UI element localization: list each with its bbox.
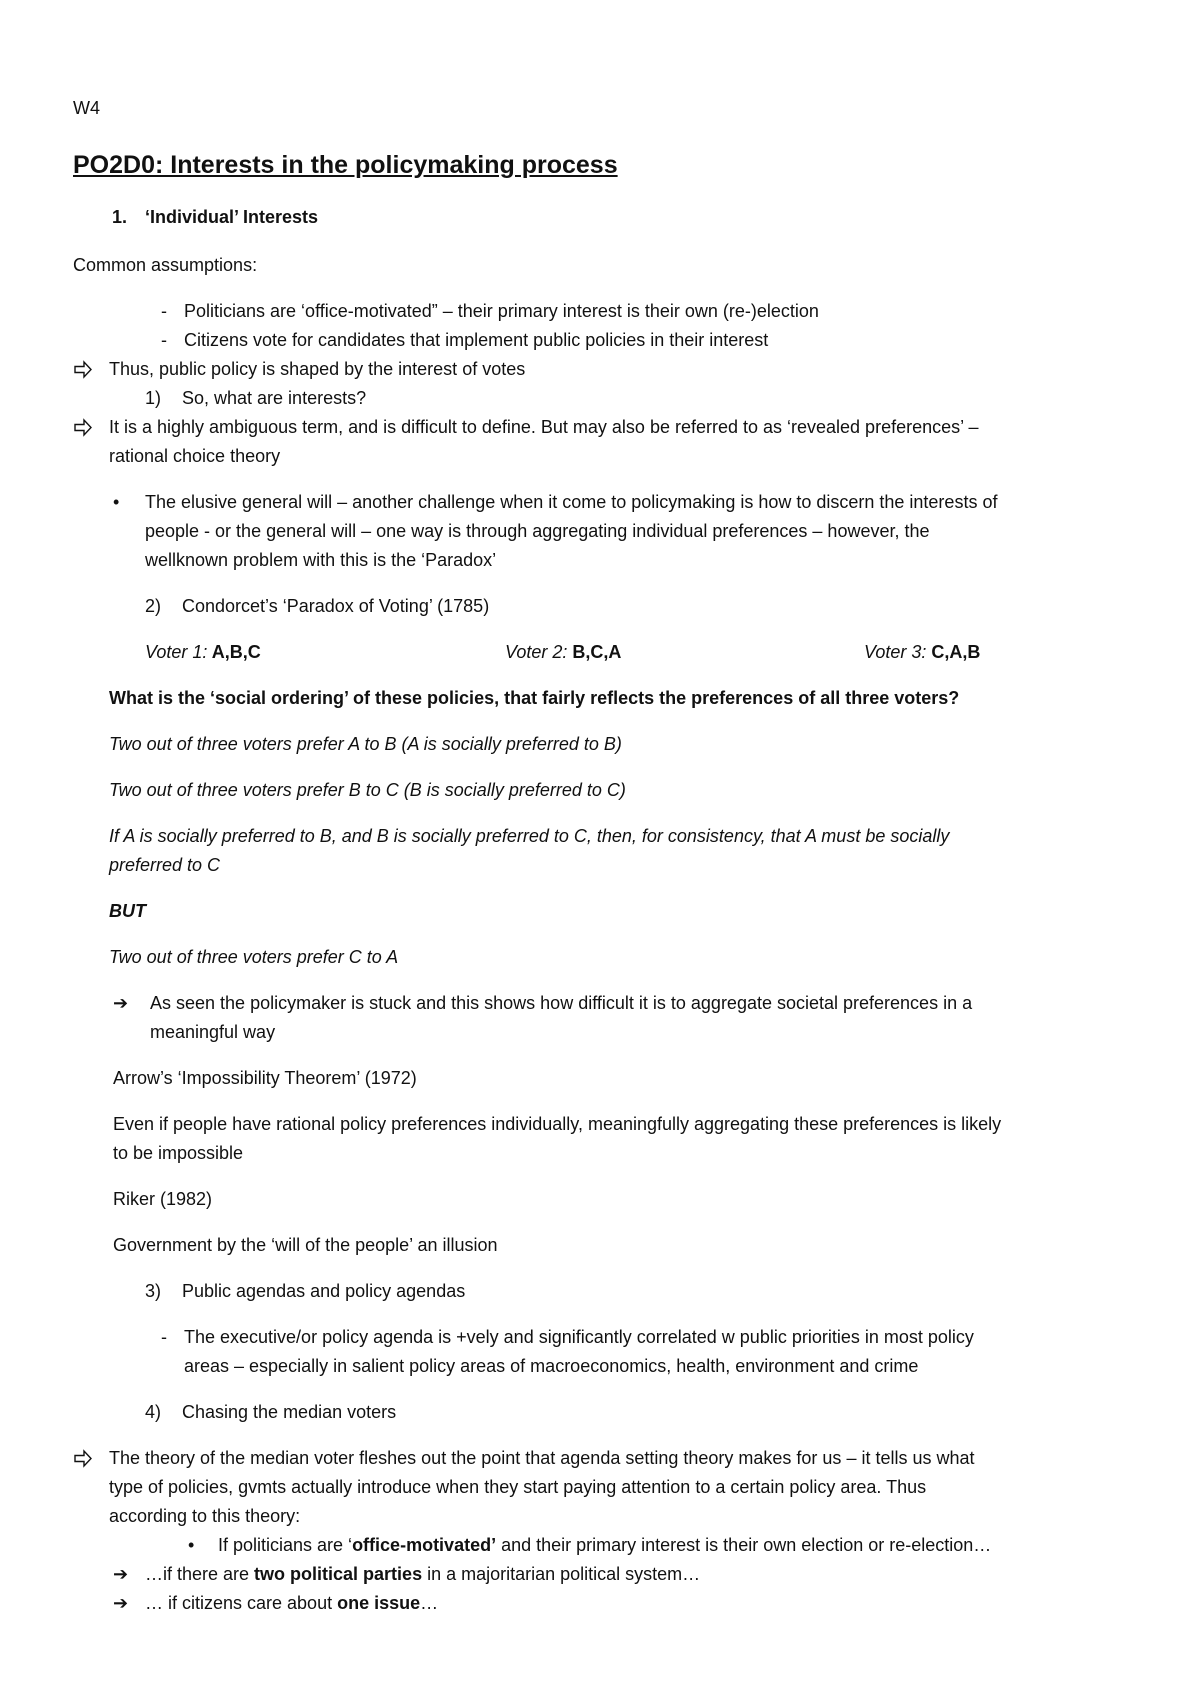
outline-arrow-icon — [73, 413, 93, 442]
section-heading: ‘Individual’ Interests — [145, 207, 319, 227]
text-run: in a majoritarian political system… — [422, 1564, 701, 1584]
page-title: PO2D0: Interests in the policymaking process — [73, 151, 618, 179]
list-number: 2) — [145, 596, 162, 616]
paragraph-line: As seen the policymaker is stuck and this shows how difficult it is to aggregate societal preferences in a — [150, 993, 973, 1013]
list-item — [218, 1531, 991, 1560]
dash-marker: - — [161, 330, 167, 350]
solid-arrow-icon: ➔ — [113, 1593, 129, 1613]
paragraph: Common assumptions: — [73, 255, 258, 275]
paragraph-line: Even if people have rational policy preferences individually, meaningfully aggregating these preferences is likely — [113, 1114, 1002, 1134]
voter-1-label: Voter 1: — [145, 642, 208, 662]
bullet-marker: • — [188, 1535, 195, 1555]
text-run: … — [420, 1593, 439, 1613]
list-item: Thus, public policy is shaped by the interest of votes — [109, 359, 526, 379]
italic-line: Two out of three voters prefer A to B (A is socially preferred to B) — [109, 734, 622, 754]
list-item: So, what are interests? — [182, 388, 367, 408]
italic-line: If A is socially preferred to B, and B is socially preferred to C, then, for consistency, that A must be socially — [109, 826, 950, 846]
dash-marker: - — [161, 301, 167, 321]
question: What is the ‘social ordering’ of these policies, that fairly reflects the preferences of all three voters? — [109, 688, 960, 708]
sub-heading: Riker (1982) — [113, 1189, 213, 1209]
text-run: If politicians are ‘ — [218, 1535, 353, 1555]
text-run: and their primary interest is their own election or re-election… — [496, 1535, 992, 1555]
list-number: 3) — [145, 1281, 162, 1301]
list-item: Citizens vote for candidates that implement public policies in their interest — [184, 330, 769, 350]
dash-marker: - — [161, 1327, 167, 1347]
sub-heading: Condorcet’s ‘Paradox of Voting’ (1785) — [182, 596, 490, 616]
paragraph-line: The elusive general will – another challenge when it come to policymaking is how to discern the interests of — [145, 492, 998, 512]
bold-run: office-motivated’ — [352, 1535, 497, 1555]
paragraph-line: according to this theory: — [109, 1506, 301, 1526]
voter-3-value: C,A,B — [926, 642, 981, 662]
paragraph-line: It is a highly ambiguous term, and is difficult to define. But may also be referred to as ‘revealed preferences’ – — [109, 417, 979, 437]
bullet-marker: • — [113, 492, 120, 512]
list-item — [145, 1560, 700, 1589]
voter-2-label: Voter 2: — [505, 642, 568, 662]
voter-3 — [864, 638, 980, 667]
list-number: 1) — [145, 388, 162, 408]
sub-heading: Chasing the median voters — [182, 1402, 397, 1422]
voter-3-label: Voter 3: — [864, 642, 927, 662]
paragraph-line: The theory of the median voter fleshes out the point that agenda setting theory makes for us – it tells us what — [109, 1448, 975, 1468]
list-number: 4) — [145, 1402, 162, 1422]
sub-heading: Arrow’s ‘Impossibility Theorem’ (1972) — [113, 1068, 417, 1088]
solid-arrow-icon: ➔ — [113, 993, 129, 1013]
voter-2 — [505, 638, 621, 667]
italic-line: Two out of three voters prefer C to A — [109, 947, 399, 967]
outline-arrow-icon — [73, 1444, 93, 1473]
outline-arrow-icon — [73, 355, 93, 384]
italic-line: preferred to C — [109, 855, 221, 875]
section-number: 1. — [112, 207, 128, 227]
but-label: BUT — [109, 901, 146, 921]
list-item — [145, 1589, 438, 1618]
paragraph-line: type of policies, gvmts actually introduce when they start paying attention to a certain policy area. Thus — [109, 1477, 927, 1497]
bold-run: one issue — [337, 1593, 421, 1613]
paragraph-line: wellknown problem with this is the ‘Paradox’ — [145, 550, 497, 570]
solid-arrow-icon: ➔ — [113, 1564, 129, 1584]
text-run: …if there are — [145, 1564, 255, 1584]
sub-heading: Public agendas and policy agendas — [182, 1281, 466, 1301]
text-run: … if citizens care about — [145, 1593, 338, 1613]
paragraph-line: areas – especially in salient policy areas of macroeconomics, health, environment and crime — [184, 1356, 919, 1376]
voter-1-value: A,B,C — [207, 642, 261, 662]
voter-1 — [145, 638, 261, 667]
bold-run: two political parties — [254, 1564, 423, 1584]
paragraph-line: The executive/or policy agenda is +vely and significantly correlated w public priorities in most policy — [184, 1327, 974, 1347]
voter-2-value: B,C,A — [567, 642, 622, 662]
paragraph-line: meaningful way — [150, 1022, 276, 1042]
paragraph-line: Government by the ‘will of the people’ an illusion — [113, 1235, 498, 1255]
paragraph-line: people - or the general will – one way is through aggregating individual preferences – however, the — [145, 521, 930, 541]
paragraph-line: rational choice theory — [109, 446, 281, 466]
week-tag: W4 — [73, 98, 100, 118]
italic-line: Two out of three voters prefer B to C (B is socially preferred to C) — [109, 780, 626, 800]
paragraph-line: to be impossible — [113, 1143, 244, 1163]
list-item: Politicians are ‘office-motivated” – their primary interest is their own (re-)election — [184, 301, 819, 321]
